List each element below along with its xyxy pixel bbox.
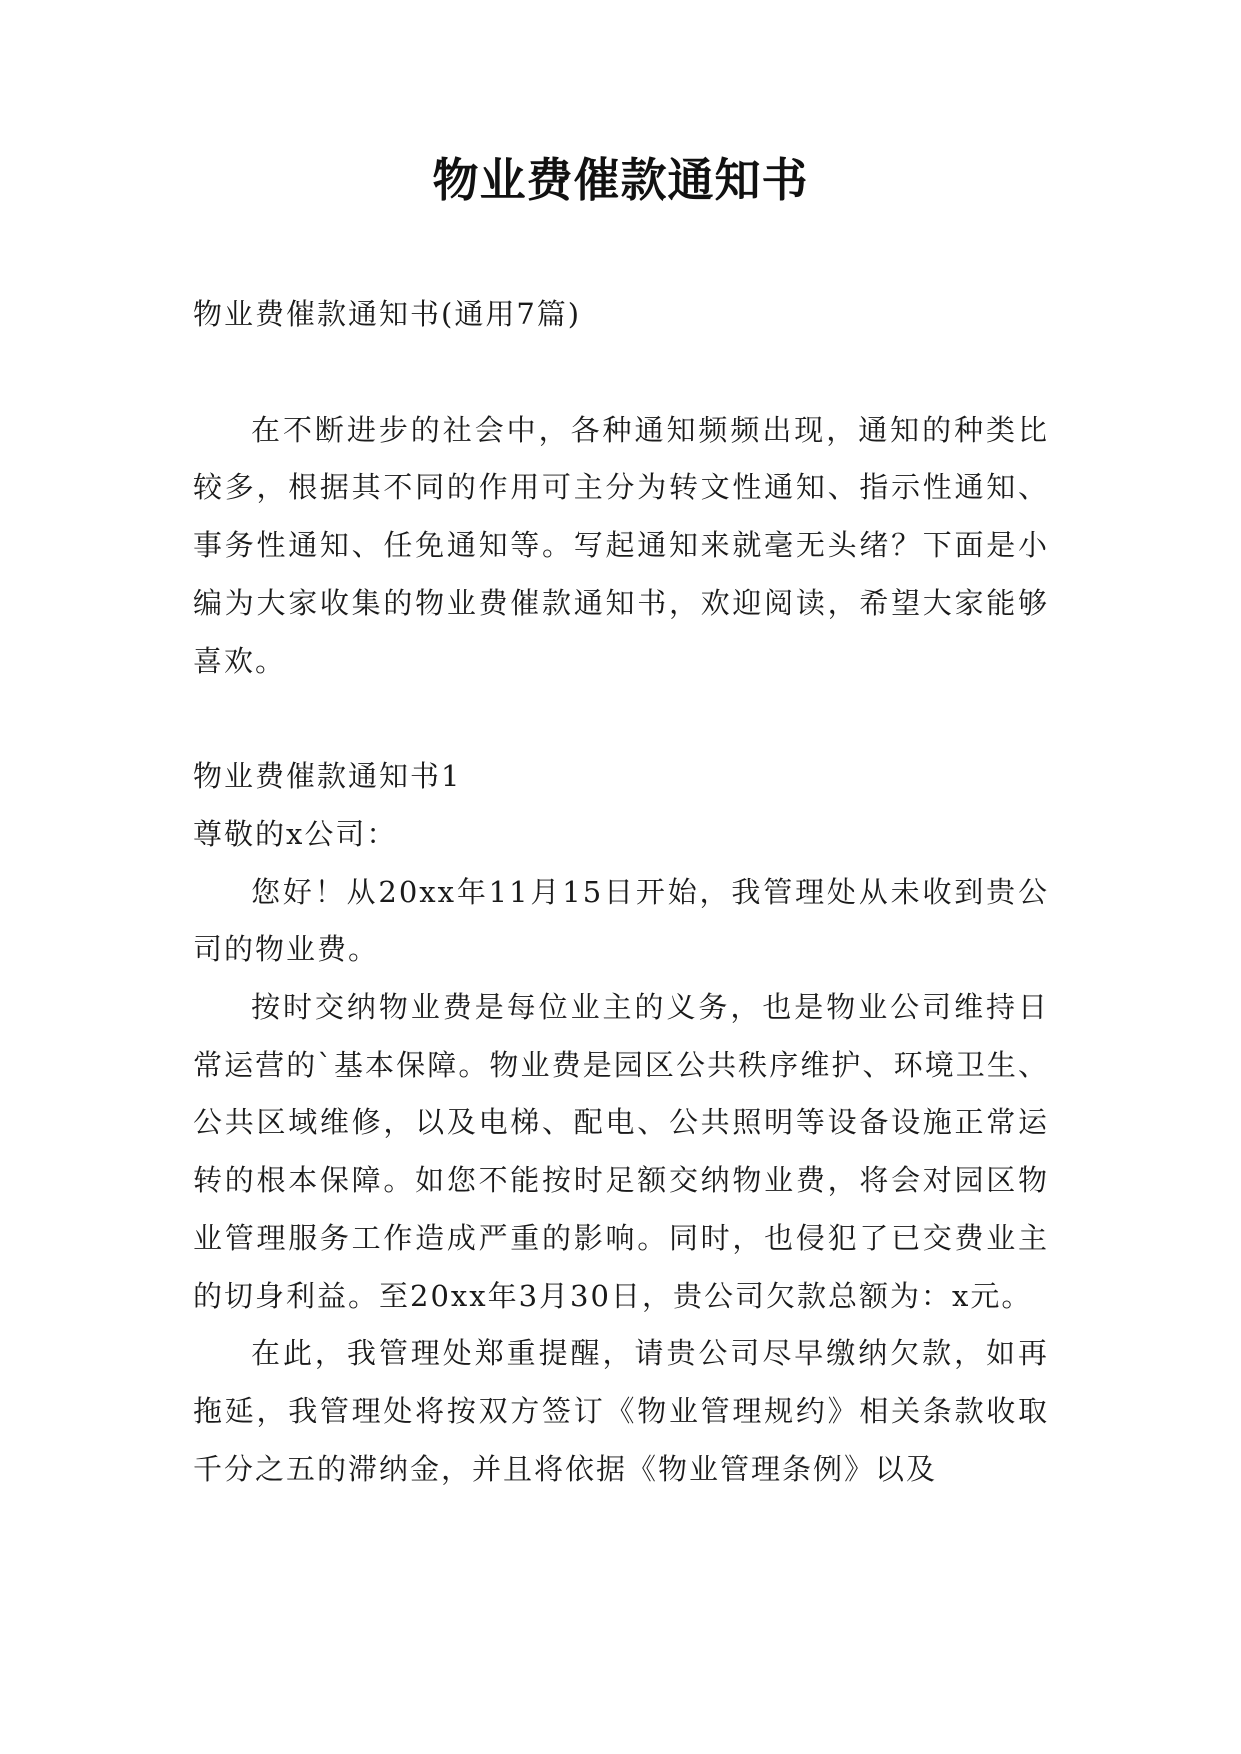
document-title: 物业费催款通知书 (432, 153, 809, 207)
salutation: 尊敬的x公司： (193, 816, 398, 851)
document-subtitle: 物业费催款通知书(通用7篇) (193, 297, 582, 331)
spacer (193, 344, 1049, 402)
body-paragraph: 按时交纳物业费是每位业主的义务，也是物业公司维持日常运营的`基本保障。物业费是园区公共秩序维护、环境卫生、公共区域维修，以及电梯、配电、公共照明等设备设施正常运转的根本保障。如您不能按时足额交纳物业费，将会对园区物业管理服务工作造成严重的影响。同时，也侵犯了已交费业主的切身利益。至20xx年3月30日，贵公司欠款总额为：x元。 (193, 990, 1049, 1313)
spacer (193, 690, 1049, 748)
intro-paragraph: 在不断进步的社会中，各种通知频频出现，通知的种类比较多，根据其不同的作用可主分为转文性通知、指示性通知、事务性通知、任免通知等。写起通知来就毫无头绪？下面是小编为大家收集的物业费催款通知书，欢迎阅读，希望大家能够喜欢。 (193, 412, 1049, 678)
section-heading: 物业费催款通知书1 (193, 759, 462, 794)
body-paragraph: 在此，我管理处郑重提醒，请贵公司尽早缴纳欠款，如再拖延，我管理处将按双方签订《物业管理规约》相关条款收取千分之五的滞纳金，并且将依据《物业管理条例》以及 (193, 1336, 1049, 1486)
body-paragraph: 您好！从20xx年11月15日开始，我管理处从未收到贵公司的物业费。 (193, 874, 1049, 967)
document-body (193, 286, 1049, 1498)
